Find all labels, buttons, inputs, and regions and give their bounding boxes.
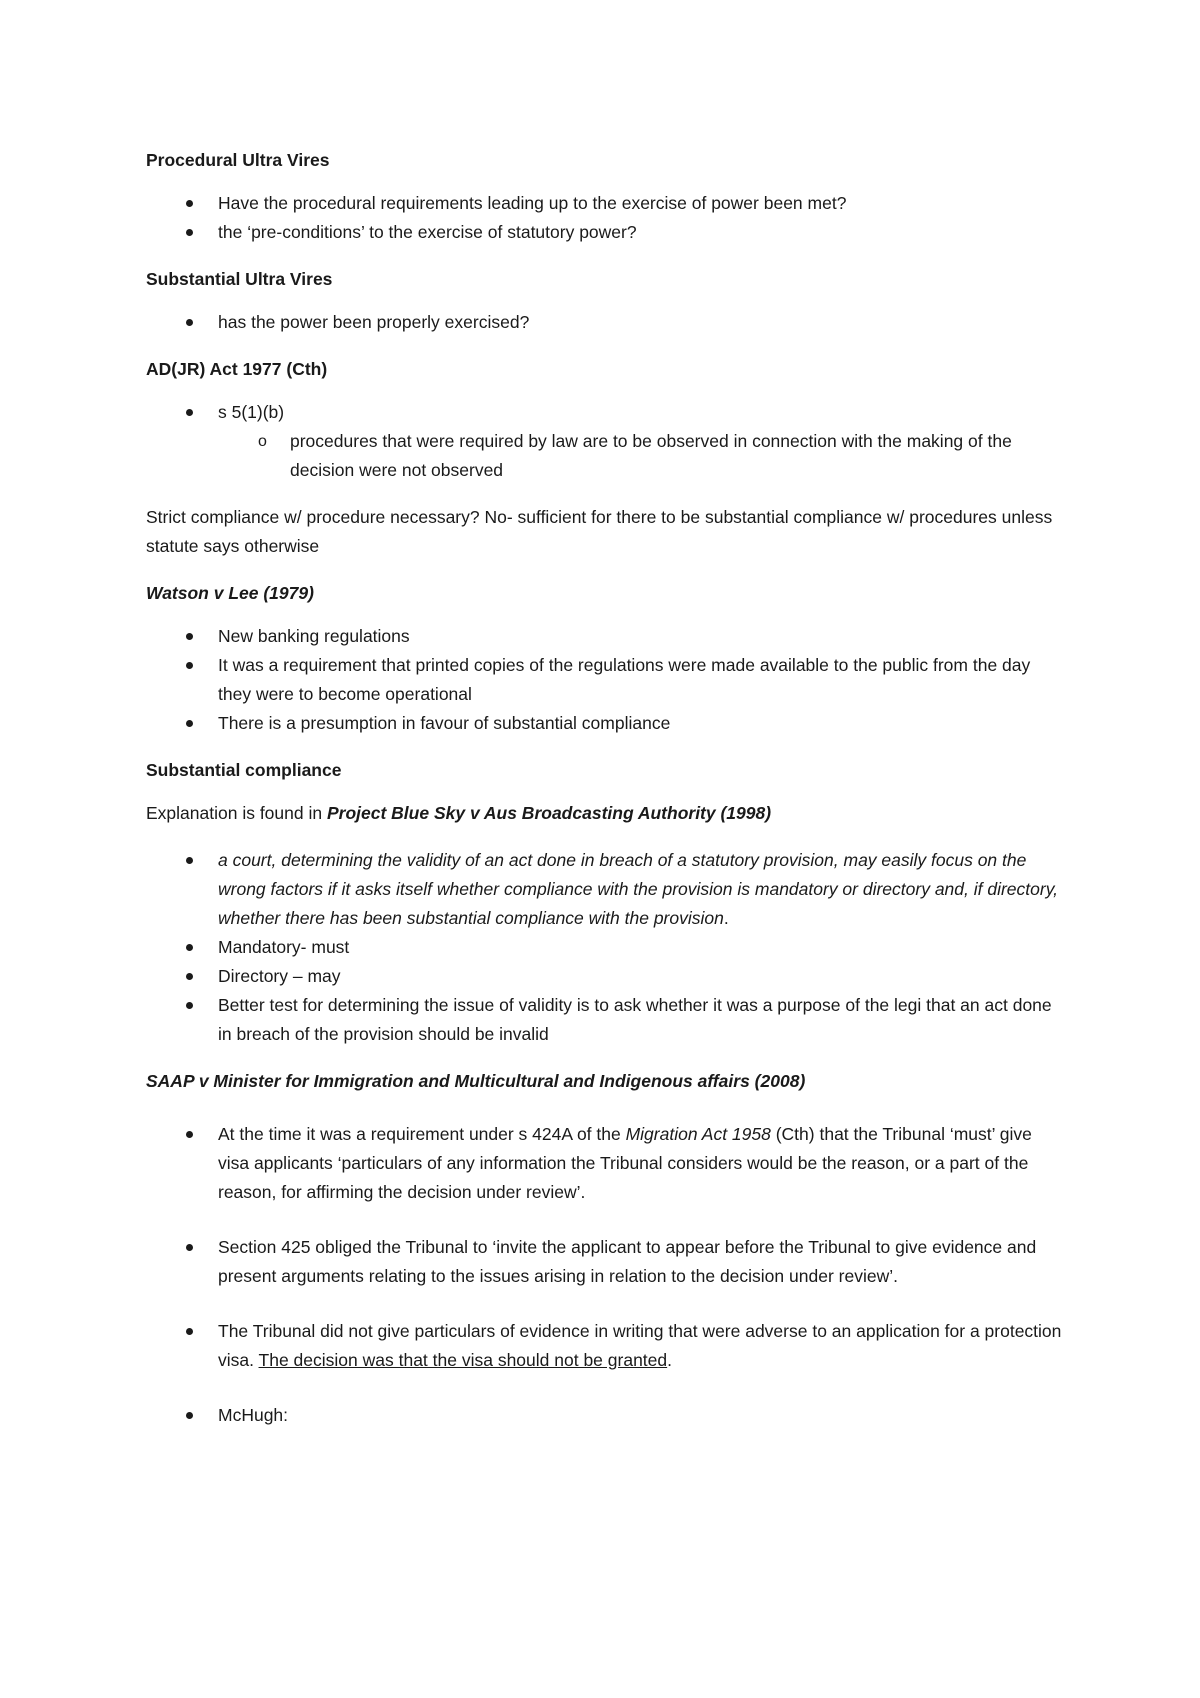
list-item: There is a presumption in favour of substantial compliance — [146, 709, 1066, 738]
list-item: McHugh: — [146, 1401, 1066, 1430]
list-item: s 5(1)(b) — [146, 398, 1066, 427]
item-text: The Tribunal did not give particulars of evidence in writing that were adverse to an application for a protection visa. — [218, 1321, 1062, 1370]
item-text: (Cth) that the Tribunal ‘must’ give visa applicants ‘particulars of any information the Tribunal considers would be the reason, or a part of the reason, for affirming the decision under review’. — [218, 1124, 1032, 1202]
list-item — [146, 846, 1066, 933]
list-item: Mandatory- must — [146, 933, 1066, 962]
list-item — [146, 1120, 1066, 1207]
compliance-list — [146, 846, 1066, 1049]
quote-text: a court, determining the validity of an act done in breach of a statutory provision, may easily focus on the wrong factors if it asks itself whether compliance with the provision is mandatory or directory and, if directory, whether there has been substantial compliance with the provision — [218, 850, 1059, 928]
sub-bullet-marker: o — [258, 433, 267, 450]
explanation-paragraph — [146, 799, 1066, 828]
heading-adjr-act: AD(JR) Act 1977 (Cth) — [146, 359, 328, 379]
list-item: has the power been properly exercised? — [146, 308, 1066, 337]
list-item: It was a requirement that printed copies of the regulations were made available to the public from the day they were to become operational — [146, 651, 1066, 709]
list-spacer — [146, 1291, 1066, 1317]
list-spacer — [146, 1375, 1066, 1401]
heading-substantial-compliance: Substantial compliance — [146, 760, 342, 780]
procedural-list — [146, 189, 1066, 247]
strict-compliance-paragraph: Strict compliance w/ procedure necessary? No- sufficient for there to be substantial compliance w/ procedures unless statute says otherwise — [146, 507, 1053, 556]
heading-procedural-ultra-vires: Procedural Ultra Vires — [146, 150, 330, 170]
underlined-decision: The decision was that the visa should not be granted — [258, 1350, 668, 1370]
quote-end: . — [723, 908, 729, 928]
adjr-list — [146, 398, 1066, 427]
list-item: the ‘pre-conditions’ to the exercise of statutory power? — [146, 218, 1066, 247]
item-end: . — [667, 1350, 672, 1370]
item-text: At the time it was a requirement under s 424A of the — [218, 1124, 626, 1144]
substantial-list — [146, 308, 1066, 337]
heading-substantial-ultra-vires: Substantial Ultra Vires — [146, 269, 333, 289]
sub-list-item — [146, 427, 1066, 485]
adjr-sublist — [146, 427, 1066, 485]
document-page — [146, 146, 1066, 1430]
watson-list — [146, 622, 1066, 738]
heading-saap-case: SAAP v Minister for Immigration and Multicultural and Indigenous affairs (2008) — [146, 1071, 806, 1091]
explanation-prefix: Explanation is found in — [146, 803, 327, 823]
list-item: Section 425 obliged the Tribunal to ‘invite the applicant to appear before the Tribunal to give evidence and present arguments relating to the issues arising in relation to the decision under review’. — [146, 1233, 1066, 1291]
list-item: Better test for determining the issue of validity is to ask whether it was a purpose of the legi that an act done in breach of the provision should be invalid — [146, 991, 1066, 1049]
list-item — [146, 1317, 1066, 1375]
list-item: New banking regulations — [146, 622, 1066, 651]
list-item: Have the procedural requirements leading up to the exercise of power been met? — [146, 189, 1066, 218]
sub-list-item-text: procedures that were required by law are to be observed in connection with the making of the decision were not observed — [290, 431, 1012, 480]
act-name: Migration Act 1958 — [625, 1124, 771, 1144]
list-spacer — [146, 1207, 1066, 1233]
heading-watson-v-lee: Watson v Lee (1979) — [146, 583, 314, 603]
list-item: Directory – may — [146, 962, 1066, 991]
saap-list — [146, 1120, 1066, 1430]
case-citation-project-blue-sky: Project Blue Sky v Aus Broadcasting Authority (1998) — [326, 803, 772, 823]
